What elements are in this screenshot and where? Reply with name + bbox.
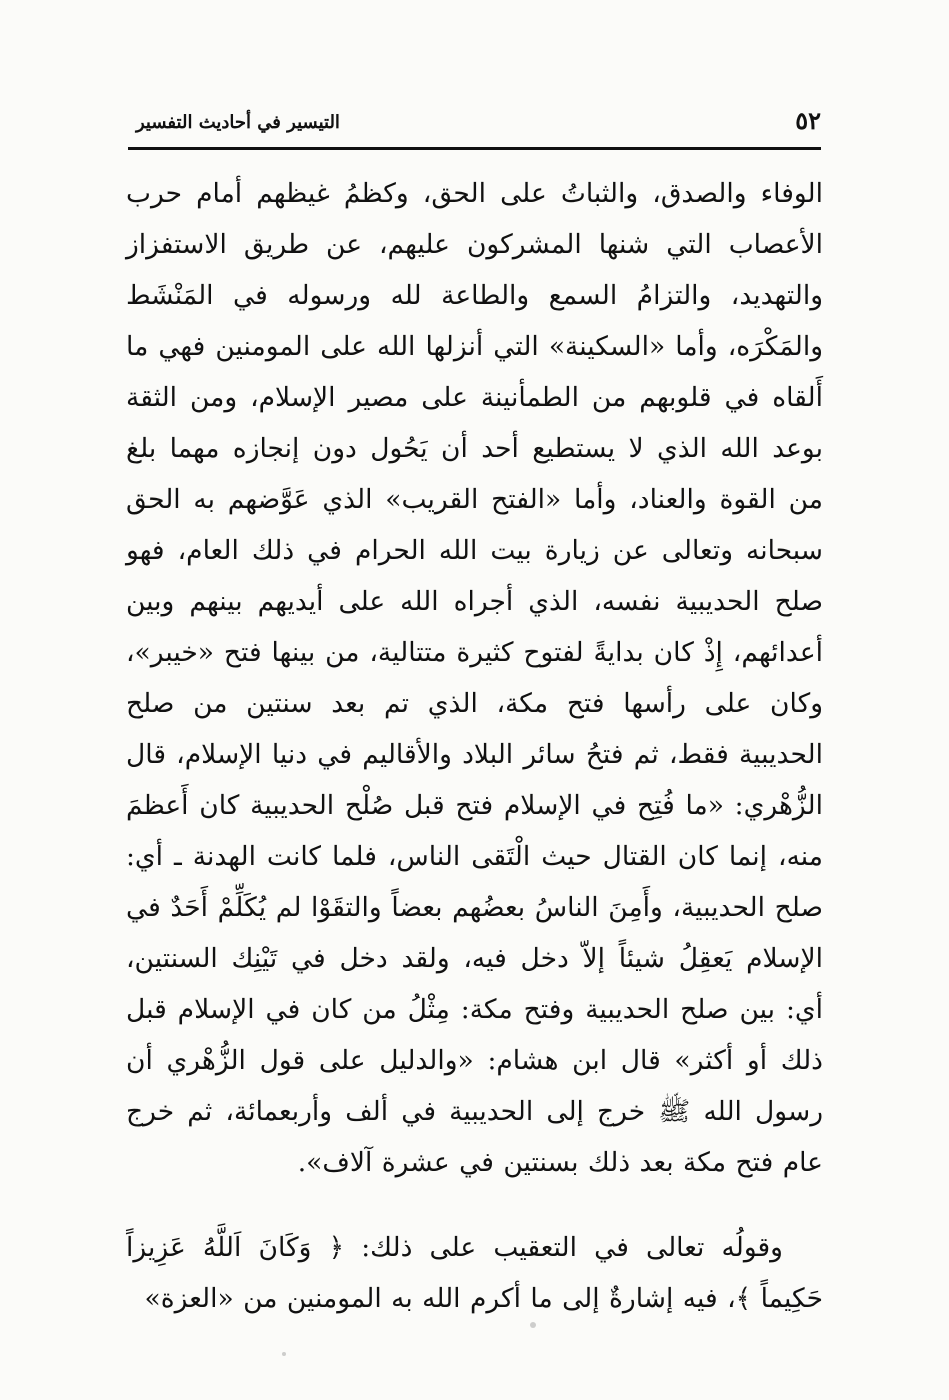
paragraph: الوفاء والصدق، والثباتُ على الحق، وكظمُ غيظهم أمام حرب الأعصاب التي شنها المشركون عليهم، عن طريق الاستفزاز والتهديد، والتزامُ السمع والطاعة لله ورسوله في المَنْشَط والمَكْرَه، وأما «السكينة» التي أنزلها الله على المومنين فهي ما أَلقاه في قلوبهم من الطمأنينة على مصير الإسلام، ومن الثقة بوعد الله الذي لا يستطيع أحد أن يَحُول دون إنجازه مهما بلغ من القوة والعناد، وأما «الفتح القريب» الذي عَوَّضهم به الحق سبحانه وتعالى عن زيارة بيت الله الحرام في ذلك العام، فهو صلح الحديبية نفسه، الذي أجراه الله على أيديهم بينهم وبين أعدائهم، إِذْ كان بدايةً لفتوح كثيرة متتالية، من بينها فتح «خيبر»، وكان على رأسها فتح مكة، الذي تم بعد سنتين من صلح الحديبية فقط، ثم فتحُ سائر البلاد والأقاليم في دنيا الإسلام، قال الزُّهْري: «ما فُتِح في الإسلام فتح قبل صُلْح الحديبية كان أَعظمَ منه، إنما كان القتال حيث الْتَقى الناس، فلما كانت الهدنة ـ أي: صلح الحديبية، وأَمِنَ الناسُ بعضُهم بعضاً والتقَوْا لم يُكَلِّمْ أَحَدٌ في الإسلام يَعقِلُ شيئاً إلاّ دخل فيه، ولقد دخل في تَيْنِك السنتين، أي: بين صلح الحديبية وفتح مكة: مِثْلُ من كان في الإسلام قبل ذلك أو أكثر» قال ابن هشام: «والدليل على قول الزُّهْري أن رسول الله ﷺ خرج إلى الحديبية في ألف وأربعمائة، ثم خرج عام فتح مكة بعد ذلك بسنتين في عشرة آلاف».: [126, 178, 823, 1178]
paragraph-continuation: ، فيه إشارةٌ إلى ما أكرم الله به المومنين من «العزة»: [144, 1283, 736, 1314]
quran-verse: ﴿ وَكَانَ اَللَّهُ عَزِيزاً حَكِيماً ﴾: [126, 1232, 823, 1314]
paper-speck: [282, 1352, 286, 1356]
paragraph-intro: وقولُه تعالى في التعقيب على ذلك:: [361, 1232, 783, 1263]
running-title: التيسير في أحاديث التفسير: [136, 112, 340, 133]
header-divider: [128, 147, 821, 150]
paragraph: [126, 1222, 823, 1324]
page-header: [128, 104, 821, 144]
page-number: ٥٢: [795, 106, 821, 135]
main-text: [126, 168, 823, 1324]
paper-speck: [530, 1322, 536, 1328]
